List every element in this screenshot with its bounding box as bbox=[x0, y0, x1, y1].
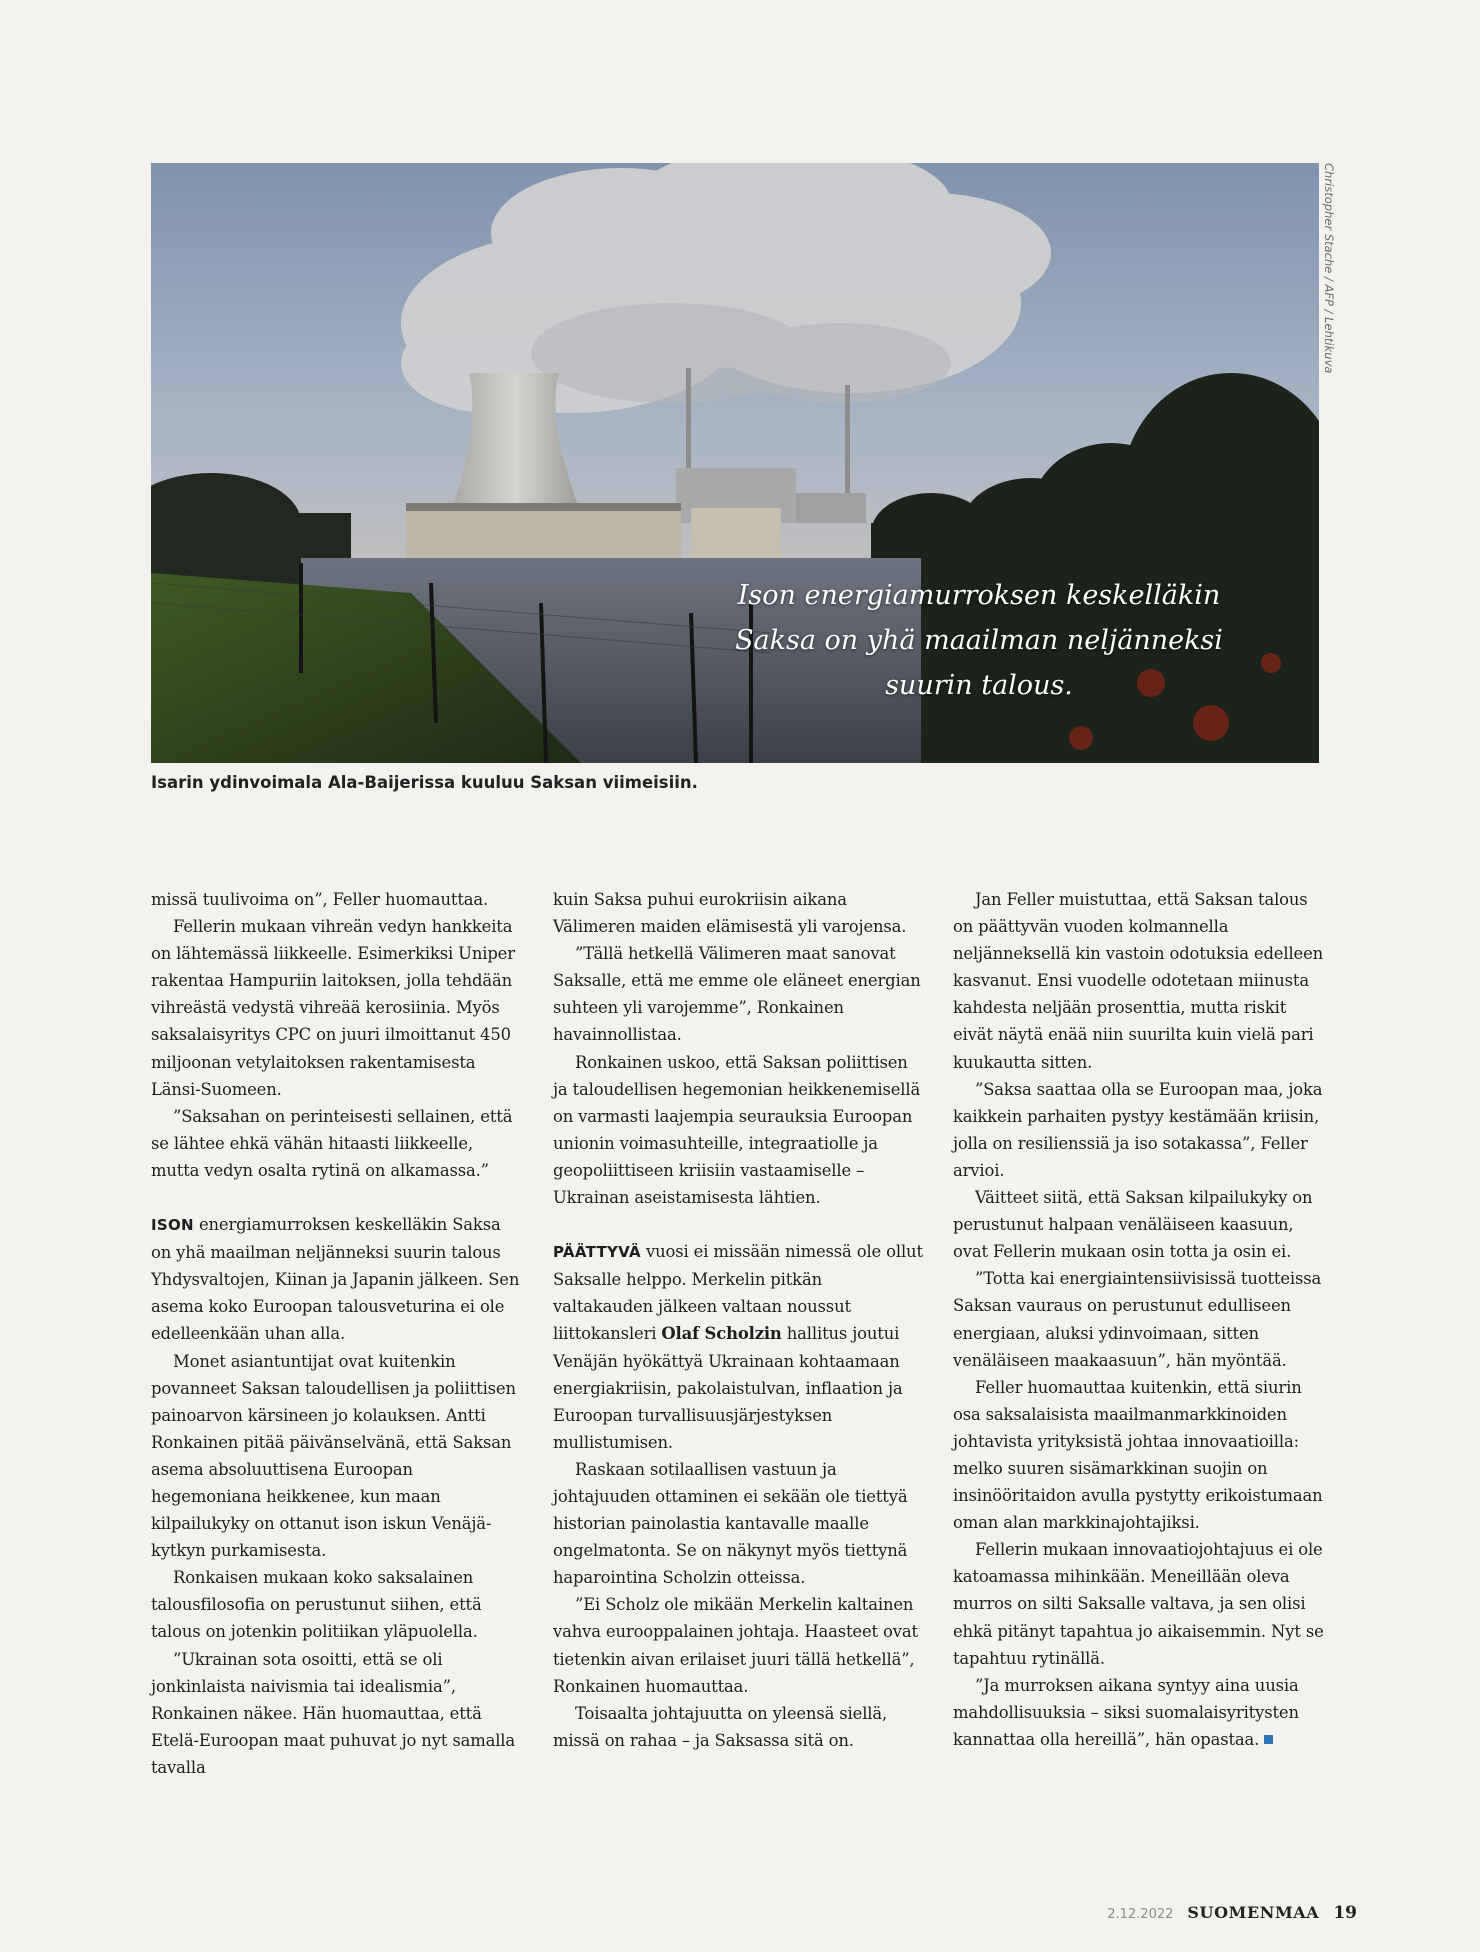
end-mark-icon bbox=[1264, 1735, 1273, 1744]
photo-credit-text: Christopher Stache / AFP / Lehtikuva bbox=[1322, 163, 1336, 374]
paragraph: Fellerin mukaan innovaatiojohtajuus ei ole katoamassa mihinkään. Meneillään oleva murros on silti Saksalle valtava, ja sen olisi ehkä pitänyt tapahtua jo aikaisemmin. Nyt se tapahtuu rytinällä. bbox=[953, 1540, 1324, 1668]
pull-quote bbox=[699, 573, 1259, 708]
pull-quote-line: Ison energiamurroksen keskelläkin bbox=[737, 580, 1221, 611]
article-column-3 bbox=[953, 886, 1327, 1753]
section-paragraph bbox=[553, 1238, 927, 1456]
pull-quote-line: suurin talous. bbox=[885, 670, 1073, 701]
paragraph: Monet asiantuntijat ovat kuitenkin povanneet Saksan taloudellisen ja poliittisen painoarvon kärsineen jo kolauksen. Antti Ronkainen pitää päivänselvänä, että Saksan asema absoluuttisena Euroopan hegemoniana heikkenee, kun maan kilpailukyky on ottanut ison iskun Venäjä-kytkyn purkamisesta. bbox=[151, 1351, 516, 1561]
photo-caption: Isarin ydinvoimala Ala-Baijerissa kuuluu Saksan viimeisiin. bbox=[151, 773, 698, 792]
paragraph: Feller huomauttaa kuitenkin, että siurin osa saksalaisista maailmanmarkkinoiden johtavista yrityksistä johtaa innovaatioilla: melko suuren sisämarkkinan suojin on insinööritaidon avulla pystytty erikoistumaan oman alan markkinajohtajiksi. bbox=[953, 1377, 1323, 1533]
page-footer bbox=[1107, 1903, 1357, 1923]
section-lead-word: ISON bbox=[151, 1216, 194, 1235]
article-photo bbox=[151, 163, 1319, 763]
article-column-2 bbox=[553, 886, 927, 1754]
paragraph: Jan Feller muistuttaa, että Saksan talous on päättyvän vuoden kolmannella neljänneksellä kin vastoin odotuksia edelleen kasvanut. Ensi vuodelle odotetaan miinusta kahdesta neljään prosenttia, mutta riskit eivät näytä enää niin suurilta kuin vielä pari kuukautta sitten. bbox=[953, 890, 1324, 1072]
paragraph: ”Ei Scholz ole mikään Merkelin kaltainen vahva eurooppalainen johtaja. Haasteet ovat tietenkin aivan erilaiset juuri tällä hetkellä”, Ronkainen huomauttaa. bbox=[553, 1595, 918, 1696]
photo-credit bbox=[1322, 163, 1340, 383]
paragraph: ”Ukrainan sota osoitti, että se oli jonkinlaista naivismia tai idealismia”, Ronkainen näkee. Hän huomauttaa, että Etelä-Euroopan maat puhuvat jo nyt samalla tavalla bbox=[151, 1649, 516, 1777]
paragraph: Fellerin mukaan vihreän vedyn hankkeita on lähtemässä liikkeelle. Esimerkiksi Uniper rakentaa Hampuriin laitoksen, jolla tehdään vihreästä vedystä vihreää kerosiinia. Myös saksalaisyritys CPC on juuri ilmoittanut 450 miljoonan vetylaitoksen rakentamisesta Länsi-Suomeen. bbox=[151, 917, 515, 1099]
section-lead-word: PÄÄTTYVÄ bbox=[553, 1243, 641, 1262]
paragraph: kuin Saksa puhui eurokriisin aikana Välimeren maiden elämisestä yli varojensa. bbox=[553, 890, 907, 937]
page-number: 19 bbox=[1333, 1903, 1357, 1923]
paragraph: missä tuulivoima on”, Feller huomauttaa. bbox=[151, 890, 489, 909]
magazine-name: SUOMENMAA bbox=[1187, 1903, 1320, 1922]
paragraph: ”Saksahan on perinteisesti sellainen, että se lähtee ehkä vähän hitaasti liikkeelle, mutta vedyn osalta rytinä on alkamassa.” bbox=[151, 1106, 513, 1180]
issue-date: 2.12.2022 bbox=[1107, 1907, 1174, 1922]
pull-quote-line: Saksa on yhä maailman neljänneksi bbox=[735, 625, 1223, 656]
paragraph: ”Tällä hetkellä Välimeren maat sanovat Saksalle, että me emme ole eläneet energian suhteen yli varojemme”, Ronkainen havainnollistaa. bbox=[553, 944, 921, 1045]
paragraph-text: ”Ja murroksen aikana syntyy aina uusia mahdollisuuksia – siksi suomalaisyritysten kannattaa olla hereillä”, hän opastaa. bbox=[953, 1675, 1299, 1749]
paragraph bbox=[953, 1672, 1327, 1753]
paragraph: Ronkainen uskoo, että Saksan poliittisen ja taloudellisen hegemonian heikkenemisellä on varmasti laajempia seurauksia Euroopan unionin voimasuhteille, integraatiolle ja geopoliittiseen kriisiin vastaamiselle – Ukrainan aseistamisesta lähtien. bbox=[553, 1052, 921, 1208]
person-name: Olaf Scholzin bbox=[661, 1324, 782, 1344]
paragraph: Raskaan sotilaallisen vastuun ja johtajuuden ottaminen ei sekään ole tiettyä historian painolastia kantavalle maalle ongelmatonta. Se on näkynyt myös tiettynä haparointina Scholzin otteissa. bbox=[553, 1459, 908, 1588]
paragraph: Väitteet siitä, että Saksan kilpailukyky on perustunut halpaan venäläiseen kaasuun, ovat Fellerin mukaan osin totta ja osin ei. bbox=[953, 1188, 1313, 1262]
paragraph-text: energiamurroksen keskelläkin Saksa on yhä maailman neljänneksi suurin talous Yhdysvaltojen, Kiinan ja Japanin jälkeen. Sen asema koko Euroopan talousveturina ei ole edelleenkään uhan alla. bbox=[151, 1215, 520, 1344]
paragraph: ”Saksa saattaa olla se Euroopan maa, joka kaikkein parhaiten pystyy kestämään kriisin, jolla on resilienssiä ja iso sotakassa”, Feller arvioi. bbox=[953, 1079, 1323, 1180]
paragraph: Ronkaisen mukaan koko saksalainen talousfilosofia on perustunut siihen, että talous on jotenkin politiikan yläpuolella. bbox=[151, 1568, 482, 1642]
section-paragraph bbox=[151, 1211, 525, 1347]
paragraph-text: hallitus joutui Venäjän hyökättyä Ukrainaan kohtaamaan energiakriisin, pakolaistulvan, inflaation ja Euroopan turvallisuusjärjestyksen mullistumisen. bbox=[553, 1324, 903, 1452]
paragraph: Toisaalta johtajuutta on yleensä siellä, missä on rahaa – ja Saksassa sitä on. bbox=[553, 1703, 888, 1750]
paragraph: ”Totta kai energiaintensiivisissä tuotteissa Saksan vauraus on perustunut edulliseen energiaan, aluksi ydinvoimaan, sitten venäläiseen maakaasuun”, hän myöntää. bbox=[953, 1269, 1322, 1370]
paragraph-text: vuosi ei missään nimessä ole ollut Saksalle helppo. Merkelin pitkän valtakauden jälkeen valtaan noussut liittokansleri bbox=[553, 1242, 923, 1344]
article-column-1 bbox=[151, 886, 525, 1781]
